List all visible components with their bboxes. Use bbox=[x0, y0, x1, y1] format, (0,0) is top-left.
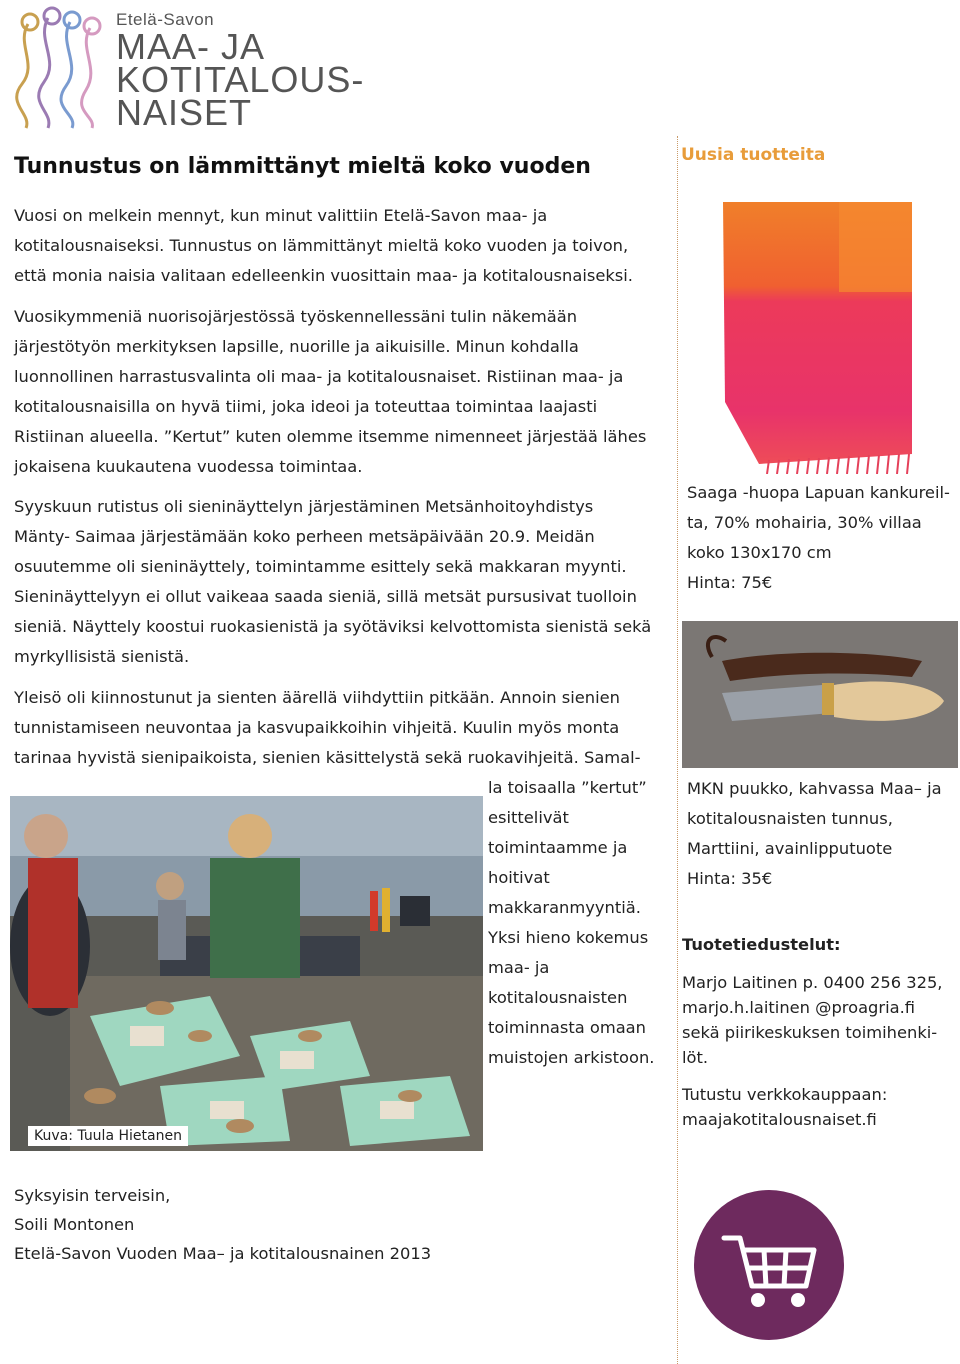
organization-logo bbox=[8, 4, 365, 133]
contact-line-4: löt. bbox=[682, 1048, 709, 1067]
contact-title: Tuotetiedustelut: bbox=[682, 935, 841, 954]
knife-product-image bbox=[682, 621, 958, 768]
signature bbox=[14, 1181, 431, 1268]
blanket-product-image bbox=[719, 202, 912, 474]
webshop-info bbox=[682, 1082, 954, 1132]
logo-region: Etelä-Savon bbox=[116, 10, 215, 29]
article-paragraph-2: Vuosikymmeniä nuorisojärjestössä työskennellessäni tulin näkemään järjestötyön merkityksen lapsille, nuorille ja aikuisille. Minun kohdalla luonnollinen harrastusvalinta oli maa- ja kotitalousnaiset. Ristiinan maa- ja kotitalousnaisilla on hyvä tiimi, joka ideoi ja toteuttaa toimintaa laajasti Ristiinan alueella. ”Kertut” kuten olemme itsemme nimenneet järjestää lähes jokaisena kuukautena vuodessa toimintaa. bbox=[14, 307, 647, 476]
women-figures-logo-icon bbox=[8, 4, 108, 130]
mushroom-exhibition-photo bbox=[10, 796, 483, 1151]
product-2-line-2: kotitalousnaisten tunnus, bbox=[687, 809, 893, 828]
signature-role: Etelä-Savon Vuoden Maa– ja kotitalousnainen 2013 bbox=[14, 1244, 432, 1263]
contact-line-3: sekä piirikeskuksen toimihenki- bbox=[682, 1023, 938, 1042]
product-2-description bbox=[687, 774, 957, 894]
logo-line-4: NAISET bbox=[116, 92, 253, 133]
product-2-price: Hinta: 35€ bbox=[687, 869, 773, 888]
photo-caption: Kuva: Tuula Hietanen bbox=[28, 1126, 188, 1146]
sidebar-title: Uusia tuotteita bbox=[681, 145, 826, 165]
article-paragraph-4: Yleisö oli kiinnostunut ja sienten äärellä viihdyttiin pitkään. Annoin sienien tunnistamiseen neuvontaa ja kasvupaikkoihin vihjeitä. Kuulin myös monta tarinaa hyvistä sienipaikoista, sienien käsittelystä sekä ruokavihjeitä. Samal- bbox=[14, 688, 641, 767]
signature-name: Soili Montonen bbox=[14, 1215, 135, 1234]
product-2-line-3: Marttiini, avainlipputuote bbox=[687, 839, 893, 858]
logo-wordmark bbox=[116, 10, 365, 133]
contact-email[interactable]: marjo.h.laitinen @proagria.fi bbox=[682, 998, 916, 1017]
product-1-line-2: ta, 70% mohairia, 30% villaa bbox=[687, 513, 922, 532]
product-1-price: Hinta: 75€ bbox=[687, 573, 773, 592]
blanket-illustration bbox=[719, 202, 912, 474]
logo-line-3: KOTITALOUS- bbox=[116, 59, 365, 100]
product-1-line-1: Saaga -huopa Lapuan kankureil- bbox=[687, 483, 950, 502]
article-paragraph-5: la toisaalla ”kertut” esittelivät toimintaamme ja hoitivat makkaranmyyntiä. Yksi hieno kokemus maa- ja kotitalousnaisten toiminnasta omaan muistojen arkistoon. bbox=[488, 778, 655, 1067]
article-paragraph-1: Vuosi on melkein mennyt, kun minut valittiin Etelä-Savon maa- ja kotitalousnaiseksi. Tunnustus on lämmittänyt mieltä koko vuoden ja toivon, että monia naisia valitaan edelleenkin vuosittain maa- ja kotitalousnaiseksi. bbox=[14, 206, 633, 285]
article-title: Tunnustus on lämmittänyt mieltä koko vuoden bbox=[14, 154, 591, 179]
product-1-description bbox=[687, 478, 957, 598]
column-divider bbox=[677, 136, 678, 1364]
signature-greeting: Syksyisin terveisin, bbox=[14, 1186, 171, 1205]
webshop-label: Tutustu verkkokauppaan: bbox=[682, 1085, 888, 1104]
contact-line-1: Marjo Laitinen p. 0400 256 325, bbox=[682, 973, 943, 992]
knife-illustration bbox=[682, 621, 958, 768]
logo-line-2: MAA- JA bbox=[116, 26, 266, 67]
article-paragraph-3: Syyskuun rutistus oli sieninäyttelyn järjestäminen Metsänhoitoyhdistys Mänty- Saimaa järjestämään koko perheen metsäpäivään 20.9. Meidän osuutemme oli sieninäyttely, toimintamme esittely sekä makkaran myynti. Sieninäyttelyyn ei ollut vaikeaa saada sieniä, sillä metsät pursusivat tuolloin sieniä. Näyttely koostui ruokasienistä ja syötäviksi kelvottomista sienistä sekä myrkyllisistä sienistä. bbox=[14, 497, 652, 666]
photo-illustration bbox=[10, 796, 483, 1151]
product-1-line-3: koko 130x170 cm bbox=[687, 543, 832, 562]
contact-info bbox=[682, 970, 954, 1070]
product-2-line-1: MKN puukko, kahvassa Maa– ja bbox=[687, 779, 942, 798]
cart-circle bbox=[694, 1190, 844, 1340]
webshop-link[interactable]: maajakotitalousnaiset.fi bbox=[682, 1110, 877, 1129]
shopping-cart-icon[interactable] bbox=[694, 1190, 844, 1340]
